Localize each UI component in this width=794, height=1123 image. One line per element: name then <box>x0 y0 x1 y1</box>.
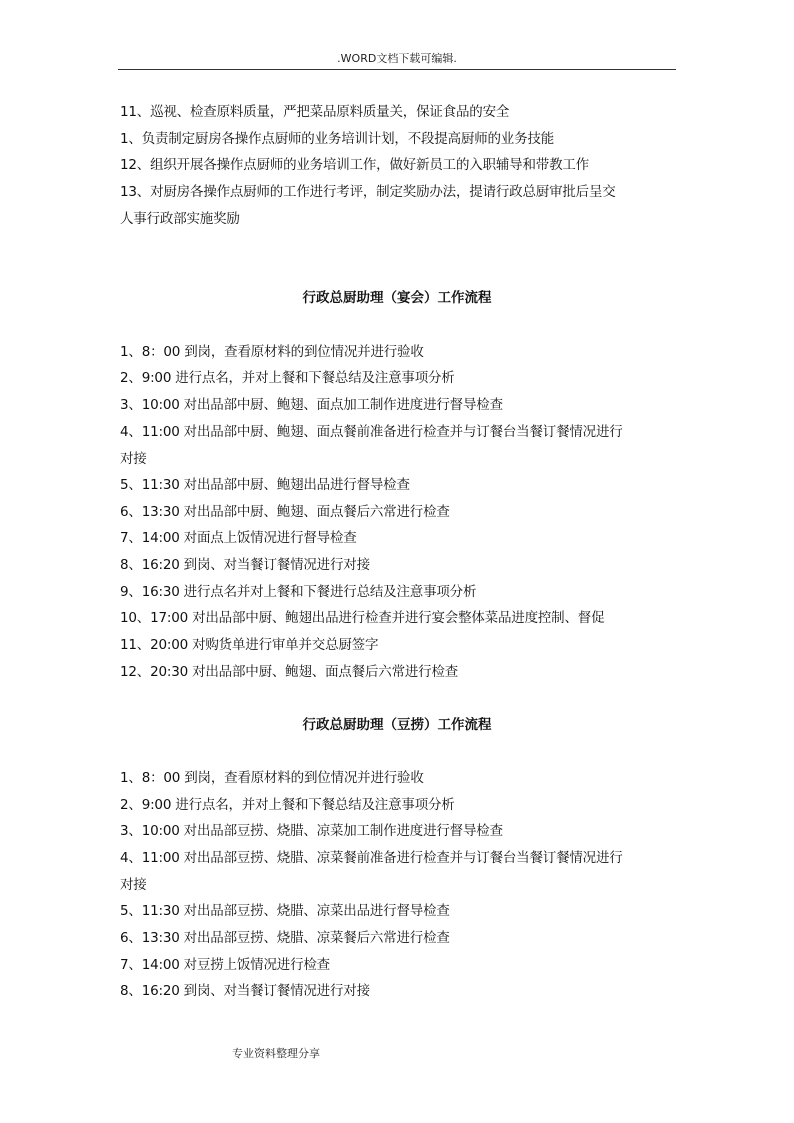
list-item: 12、组织开展各操作点厨师的业务培训工作，做好新员工的入职辅导和带教工作 <box>120 157 589 173</box>
list-item: 对接 <box>120 877 147 893</box>
list-item: 3、10:00 对出品部豆捞、烧腊、凉菜加工制作进度进行督导检查 <box>120 823 503 839</box>
list-item: 7、14:00 对面点上饭情况进行督导检查 <box>120 530 357 546</box>
list-item: 1、8：00 到岗，查看原材料的到位情况并进行验收 <box>120 344 424 360</box>
header-divider <box>118 69 676 70</box>
page-footer: 专业资料整理分享 <box>232 1047 320 1060</box>
list-item: 1、负责制定厨房各操作点厨师的业务培训计划，不段提高厨师的业务技能 <box>120 131 554 147</box>
list-item: 12、20:30 对出品部中厨、鲍翅、面点餐后六常进行检查 <box>120 664 459 680</box>
list-item: 4、11:00 对出品部中厨、鲍翅、面点餐前准备进行检查并与订餐台当餐订餐情况进行 <box>120 424 623 440</box>
list-item: 11、巡视、检查原料质量，严把菜品原料质量关，保证食品的安全 <box>120 104 510 120</box>
list-item: 9、16:30 进行点名并对上餐和下餐进行总结及注意事项分析 <box>120 584 477 600</box>
section-title-douzao: 行政总厨助理（豆捞）工作流程 <box>302 717 492 733</box>
list-item: 8、16:20 到岗、对当餐订餐情况进行对接 <box>120 557 370 573</box>
page-header: .WORD文档下载可编辑. <box>337 52 457 65</box>
list-item: 7、14:00 对豆捞上饭情况进行检查 <box>120 957 330 973</box>
list-item: 人事行政部实施奖励 <box>120 211 240 227</box>
list-item: 13、对厨房各操作点厨师的工作进行考评，制定奖励办法，提请行政总厨审批后呈交 <box>120 184 616 200</box>
list-item: 6、13:30 对出品部中厨、鲍翅、面点餐后六常进行检查 <box>120 504 450 520</box>
list-item: 6、13:30 对出品部豆捞、烧腊、凉菜餐后六常进行检查 <box>120 930 450 946</box>
list-item: 1、8：00 到岗，查看原材料的到位情况并进行验收 <box>120 770 424 786</box>
list-item: 2、9:00 进行点名，并对上餐和下餐总结及注意事项分析 <box>120 370 455 386</box>
list-item: 8、16:20 到岗、对当餐订餐情况进行对接 <box>120 983 370 999</box>
list-item: 5、11:30 对出品部中厨、鲍翅出品进行督导检查 <box>120 477 410 493</box>
list-item: 4、11:00 对出品部豆捞、烧腊、凉菜餐前准备进行检查并与订餐台当餐订餐情况进行 <box>120 850 623 866</box>
list-item: 对接 <box>120 451 147 467</box>
list-item: 3、10:00 对出品部中厨、鲍翅、面点加工制作进度进行督导检查 <box>120 397 503 413</box>
list-item: 10、17:00 对出品部中厨、鲍翅出品进行检查并进行宴会整体菜品进度控制、督促 <box>120 610 605 626</box>
section-title-banquet: 行政总厨助理（宴会）工作流程 <box>302 290 492 306</box>
list-item: 2、9:00 进行点名，并对上餐和下餐总结及注意事项分析 <box>120 797 455 813</box>
list-item: 5、11:30 对出品部豆捞、烧腊、凉菜出品进行督导检查 <box>120 903 450 919</box>
list-item: 11、20:00 对购货单进行审单并交总厨签字 <box>120 637 379 653</box>
